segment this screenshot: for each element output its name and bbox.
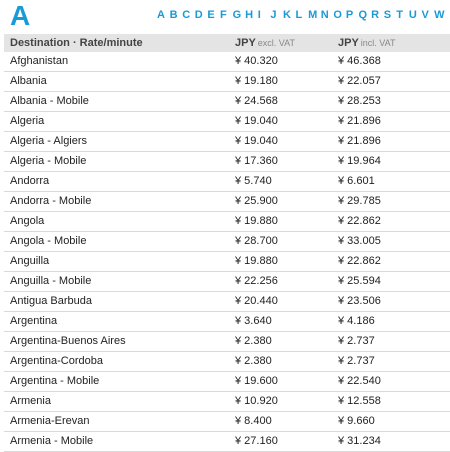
table-row bbox=[4, 392, 450, 412]
destination-cell: Andorra bbox=[4, 172, 229, 192]
incl-vat-column-header bbox=[332, 34, 450, 52]
alphabet-link[interactable]: D bbox=[194, 9, 203, 21]
table-row bbox=[4, 92, 450, 112]
incl-currency-label: JPY bbox=[338, 37, 359, 49]
table-row bbox=[4, 412, 450, 432]
rate-excl-vat-cell: ¥ 24.568 bbox=[229, 92, 332, 112]
letter-header bbox=[0, 0, 450, 34]
rate-incl-vat-cell: ¥ 2.737 bbox=[332, 352, 450, 372]
alphabet-link[interactable]: I bbox=[257, 9, 261, 21]
rate-incl-vat-cell: ¥ 22.057 bbox=[332, 72, 450, 92]
destination-cell: Argentina-Cordoba bbox=[4, 352, 229, 372]
rate-excl-vat-cell: ¥ 20.440 bbox=[229, 292, 332, 312]
rate-incl-vat-cell: ¥ 25.594 bbox=[332, 272, 450, 292]
alphabet-link[interactable]: K bbox=[282, 9, 291, 21]
rate-excl-vat-cell: ¥ 2.380 bbox=[229, 352, 332, 372]
alphabet-link[interactable]: L bbox=[295, 9, 303, 21]
alphabet-nav bbox=[157, 7, 447, 23]
alphabet-link[interactable]: M bbox=[308, 9, 318, 21]
rate-incl-vat-cell: ¥ 21.896 bbox=[332, 132, 450, 152]
table-row bbox=[4, 192, 450, 212]
rate-incl-vat-cell: ¥ 9.660 bbox=[332, 412, 450, 432]
table-row bbox=[4, 152, 450, 172]
alphabet-link[interactable]: W bbox=[434, 9, 445, 21]
table-row bbox=[4, 332, 450, 352]
rate-incl-vat-cell: ¥ 4.186 bbox=[332, 312, 450, 332]
destination-cell: Argentina - Mobile bbox=[4, 372, 229, 392]
alphabet-link[interactable]: R bbox=[371, 9, 380, 21]
rate-excl-vat-cell: ¥ 19.600 bbox=[229, 372, 332, 392]
destination-header-label: Destination · Rate/minute bbox=[10, 37, 143, 49]
table-row bbox=[4, 312, 450, 332]
alphabet-link[interactable]: G bbox=[232, 9, 242, 21]
alphabet-link[interactable]: T bbox=[396, 9, 404, 21]
rate-excl-vat-cell: ¥ 19.180 bbox=[229, 72, 332, 92]
rate-excl-vat-cell: ¥ 2.380 bbox=[229, 332, 332, 352]
rate-excl-vat-cell: ¥ 17.360 bbox=[229, 152, 332, 172]
rate-excl-vat-cell: ¥ 28.700 bbox=[229, 232, 332, 252]
rates-table bbox=[4, 34, 450, 452]
rate-incl-vat-cell: ¥ 12.558 bbox=[332, 392, 450, 412]
alphabet-link[interactable]: J bbox=[270, 9, 277, 21]
destination-cell: Argentina bbox=[4, 312, 229, 332]
excl-currency-label: JPY bbox=[235, 37, 256, 49]
table-row bbox=[4, 272, 450, 292]
table-row bbox=[4, 52, 450, 72]
alphabet-link[interactable]: B bbox=[169, 9, 178, 21]
alphabet-link[interactable]: N bbox=[320, 9, 329, 21]
table-row bbox=[4, 232, 450, 252]
table-row bbox=[4, 72, 450, 92]
alphabet-link[interactable]: U bbox=[408, 9, 417, 21]
rate-excl-vat-cell: ¥ 3.640 bbox=[229, 312, 332, 332]
alphabet-link[interactable]: H bbox=[245, 9, 254, 21]
table-row bbox=[4, 112, 450, 132]
rate-excl-vat-cell: ¥ 25.900 bbox=[229, 192, 332, 212]
alphabet-link[interactable]: O bbox=[333, 9, 342, 21]
incl-vat-note: incl. VAT bbox=[360, 38, 396, 48]
table-row bbox=[4, 352, 450, 372]
rate-incl-vat-cell: ¥ 21.896 bbox=[332, 112, 450, 132]
rates-table-body bbox=[4, 52, 450, 452]
alphabet-link[interactable]: E bbox=[207, 9, 215, 21]
destination-cell: Armenia - Mobile bbox=[4, 432, 229, 452]
destination-cell: Andorra - Mobile bbox=[4, 192, 229, 212]
alphabet-link[interactable]: A bbox=[157, 9, 165, 21]
rate-incl-vat-cell: ¥ 33.005 bbox=[332, 232, 450, 252]
rate-incl-vat-cell: ¥ 29.785 bbox=[332, 192, 450, 212]
rate-incl-vat-cell: ¥ 31.234 bbox=[332, 432, 450, 452]
rate-excl-vat-cell: ¥ 19.040 bbox=[229, 112, 332, 132]
rate-incl-vat-cell: ¥ 22.540 bbox=[332, 372, 450, 392]
destination-cell: Argentina-Buenos Aires bbox=[4, 332, 229, 352]
destination-cell: Angola - Mobile bbox=[4, 232, 229, 252]
rate-excl-vat-cell: ¥ 5.740 bbox=[229, 172, 332, 192]
rate-incl-vat-cell: ¥ 46.368 bbox=[332, 52, 450, 72]
destination-cell: Algeria - Mobile bbox=[4, 152, 229, 172]
rate-excl-vat-cell: ¥ 19.040 bbox=[229, 132, 332, 152]
alphabet-link[interactable]: F bbox=[219, 9, 227, 21]
rate-incl-vat-cell: ¥ 22.862 bbox=[332, 212, 450, 232]
rate-incl-vat-cell: ¥ 6.601 bbox=[332, 172, 450, 192]
rates-table-header bbox=[4, 34, 450, 52]
rate-incl-vat-cell: ¥ 19.964 bbox=[332, 152, 450, 172]
rate-excl-vat-cell: ¥ 19.880 bbox=[229, 252, 332, 272]
alphabet-link[interactable]: V bbox=[421, 9, 429, 21]
excl-vat-note: excl. VAT bbox=[257, 38, 295, 48]
rate-excl-vat-cell: ¥ 22.256 bbox=[229, 272, 332, 292]
destination-cell: Angola bbox=[4, 212, 229, 232]
table-row bbox=[4, 432, 450, 452]
excl-vat-column-header bbox=[229, 34, 332, 52]
destination-cell: Armenia-Erevan bbox=[4, 412, 229, 432]
table-row bbox=[4, 252, 450, 272]
destination-cell: Albania - Mobile bbox=[4, 92, 229, 112]
destination-cell: Antigua Barbuda bbox=[4, 292, 229, 312]
destination-column-header bbox=[4, 34, 229, 52]
destination-cell: Albania bbox=[4, 72, 229, 92]
table-row bbox=[4, 132, 450, 152]
current-letter-heading: A bbox=[10, 0, 31, 31]
alphabet-link[interactable]: P bbox=[345, 9, 354, 21]
table-row bbox=[4, 292, 450, 312]
destination-cell: Afghanistan bbox=[4, 52, 229, 72]
rate-excl-vat-cell: ¥ 8.400 bbox=[229, 412, 332, 432]
alphabet-link[interactable]: C bbox=[182, 9, 191, 21]
rate-incl-vat-cell: ¥ 22.862 bbox=[332, 252, 450, 272]
rate-incl-vat-cell: ¥ 2.737 bbox=[332, 332, 450, 352]
rate-excl-vat-cell: ¥ 40.320 bbox=[229, 52, 332, 72]
destination-cell: Armenia bbox=[4, 392, 229, 412]
rate-incl-vat-cell: ¥ 23.506 bbox=[332, 292, 450, 312]
table-row bbox=[4, 372, 450, 392]
alphabet-link[interactable]: S bbox=[383, 9, 392, 21]
table-row bbox=[4, 212, 450, 232]
rate-excl-vat-cell: ¥ 10.920 bbox=[229, 392, 332, 412]
rate-incl-vat-cell: ¥ 28.253 bbox=[332, 92, 450, 112]
destination-cell: Anguilla bbox=[4, 252, 229, 272]
destination-cell: Algeria bbox=[4, 112, 229, 132]
alphabet-link[interactable]: Q bbox=[358, 9, 368, 21]
rate-excl-vat-cell: ¥ 27.160 bbox=[229, 432, 332, 452]
destination-cell: Algeria - Algiers bbox=[4, 132, 229, 152]
table-row bbox=[4, 172, 450, 192]
rate-excl-vat-cell: ¥ 19.880 bbox=[229, 212, 332, 232]
destination-cell: Anguilla - Mobile bbox=[4, 272, 229, 292]
